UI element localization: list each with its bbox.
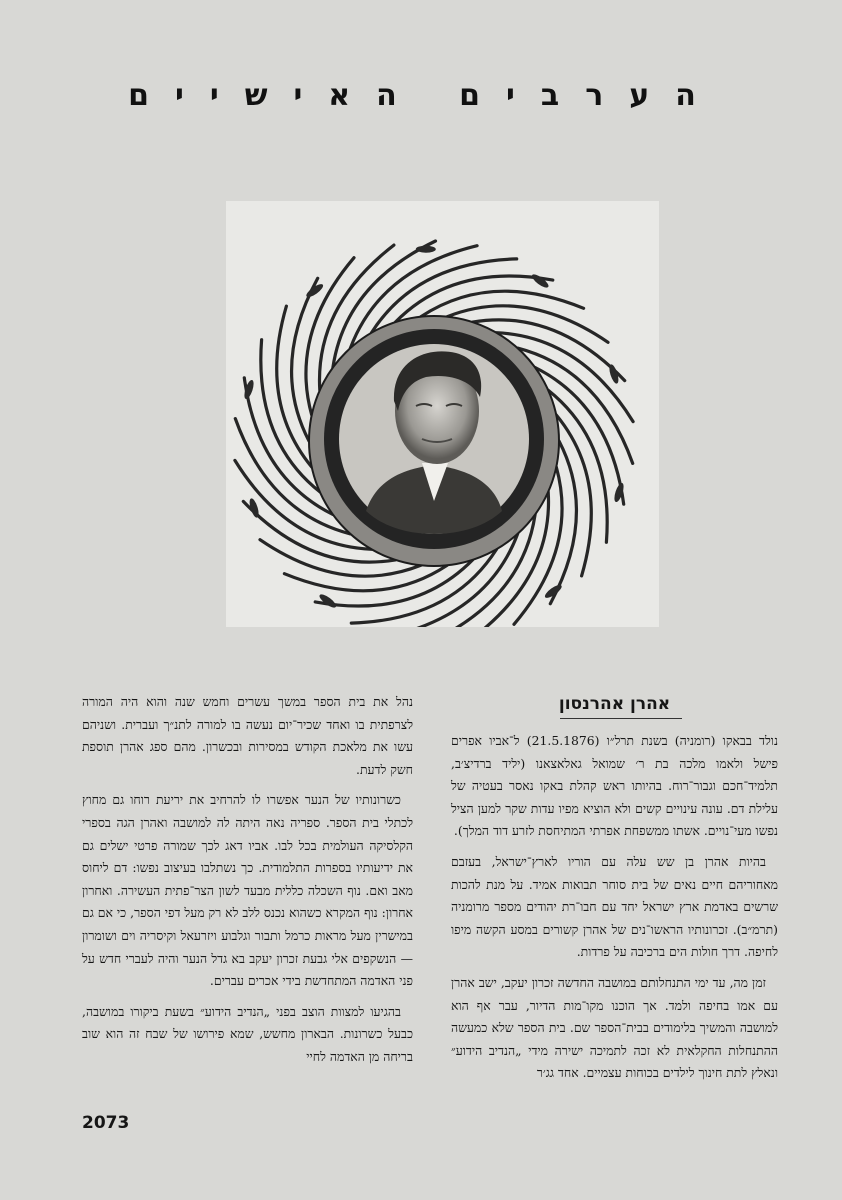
paragraph: בהגיעו למצוות הוצב בפני „הנדיב הידוע״ בשעת ביקורו במושבה, כבעל כשרונות. הבארון מחשש, שמא פירושו של שבח זה הוא שוב בריחה מן האדמה לחיי [82, 1003, 413, 1064]
wheat-stalk [284, 565, 447, 591]
wheat-ear [530, 272, 550, 290]
text-column-right [451, 730, 778, 1093]
paragraph: בהיות אהרן בן שש עלה עם הוריו לארץ־ישראל, בעזבם מאחוריהם חיים נאים של בית סוחר תבואות אמיד. על מנת להכות שרשים באדמת ארץ ישראל יחד עם חבו־רת יהודים מספר מרומניה (תרמ״ב). זכרונותיו הראשו־נים של אהרן קשורים במסע הקשה מיפו לחיפה. דרך חולות הים ברכיבה על פרדות. [451, 853, 778, 960]
paragraph: זמן מה, עד ימי התנחלותם במושבה החדשה זכרון יעקב, ישב אהרן עם אמו בחיפה ולמד. אך הוכנו מקו־מות הדיור, עבר אף הוא למושבה והמשיך בלימודים בבית־הספר שם. בית הספר שלא כמעשה ההתנחלות החקלאית לא זכה לתמיכה ישירה מידי „הנדיב הידוע״ ונאלץ לתת חינוך לילדים בכוחות עצמיים. אחד גג׳ר [451, 974, 778, 1081]
wheat-stalk [315, 560, 472, 606]
running-head: הערבים האישיים [128, 78, 722, 113]
text-column-left [82, 691, 413, 1077]
wheat-ear [416, 246, 436, 253]
paragraph: נהל את בית הספר במשך עשרים וחמש שנה והוא היה המורה לצרפתית בו ואחד שכיר־יום נעשה בו למורה לתנ״ך ועברית. ושניהם עשו את מלאכת הקודש במסירות ובכשרון. מהם ספג אהרן תוספת חשק לדעת. [82, 694, 413, 777]
title-rule [560, 718, 682, 719]
article-title: אהרן אהרנסון [558, 694, 671, 714]
paragraph: נולד בבאקו (רומניה) בשנת תרל״ו (21.5.1876) ל־אביו אפרים פישל ולאמו מלכה בת ר׳ שמואל גאלאצאנו (יליד ברדיצ׳ב, תלמיד־חכם וגבור־רוח. בהיותו ראש קהלת באקו נאסר בעטיה של עלילת דם. עונה עינויים קשים ולא הוציא מפיו עדות שקר למען הציל נפשו מעי־נויים. אשתו ממשפחת אפרתי המתיחסת לזרע דוד המלך). [451, 733, 778, 839]
wheat-ear [318, 592, 338, 610]
page-number: 2073 [82, 1113, 130, 1133]
paragraph: כשרונותיו של הנער אפשרו לו להרחיב את יריעת רוחו גם מחוץ לכתלי בית הספר. ספריה נאה היתה לה למושבה ואהרן הגה בספרי הקלסיקה העולמית בכל לבו. אביו דאג לכך שמורה פרטי ישלים גם את ידיעותיו בספרות התלמודית. כך נשתלבו בעיצוב נפשו: דם ליחוס מאב ואם. נוף השכלה כללית מבעד לשון הצר־פתית העשירה. ואחרון אחרון: נוף המקרא כשהוא נכנס ללב לא רק מעל דפי הספר, כי אם גם במישרין מעל מראות כרמל ותבור וגלבוע ויזרעאל וקיסריה וים ושומרון — הנשקפים אלי גבעת זכרון יעקב בא גדל הנער והיה לעברי חדש על פני האדמה המתחדשת בידי אכרים עברים. [82, 792, 413, 989]
wheat-wreath-portrait [226, 201, 659, 627]
wheat-stalk [395, 276, 552, 322]
portrait-frame [226, 201, 659, 627]
wheat-stalk [421, 291, 584, 317]
